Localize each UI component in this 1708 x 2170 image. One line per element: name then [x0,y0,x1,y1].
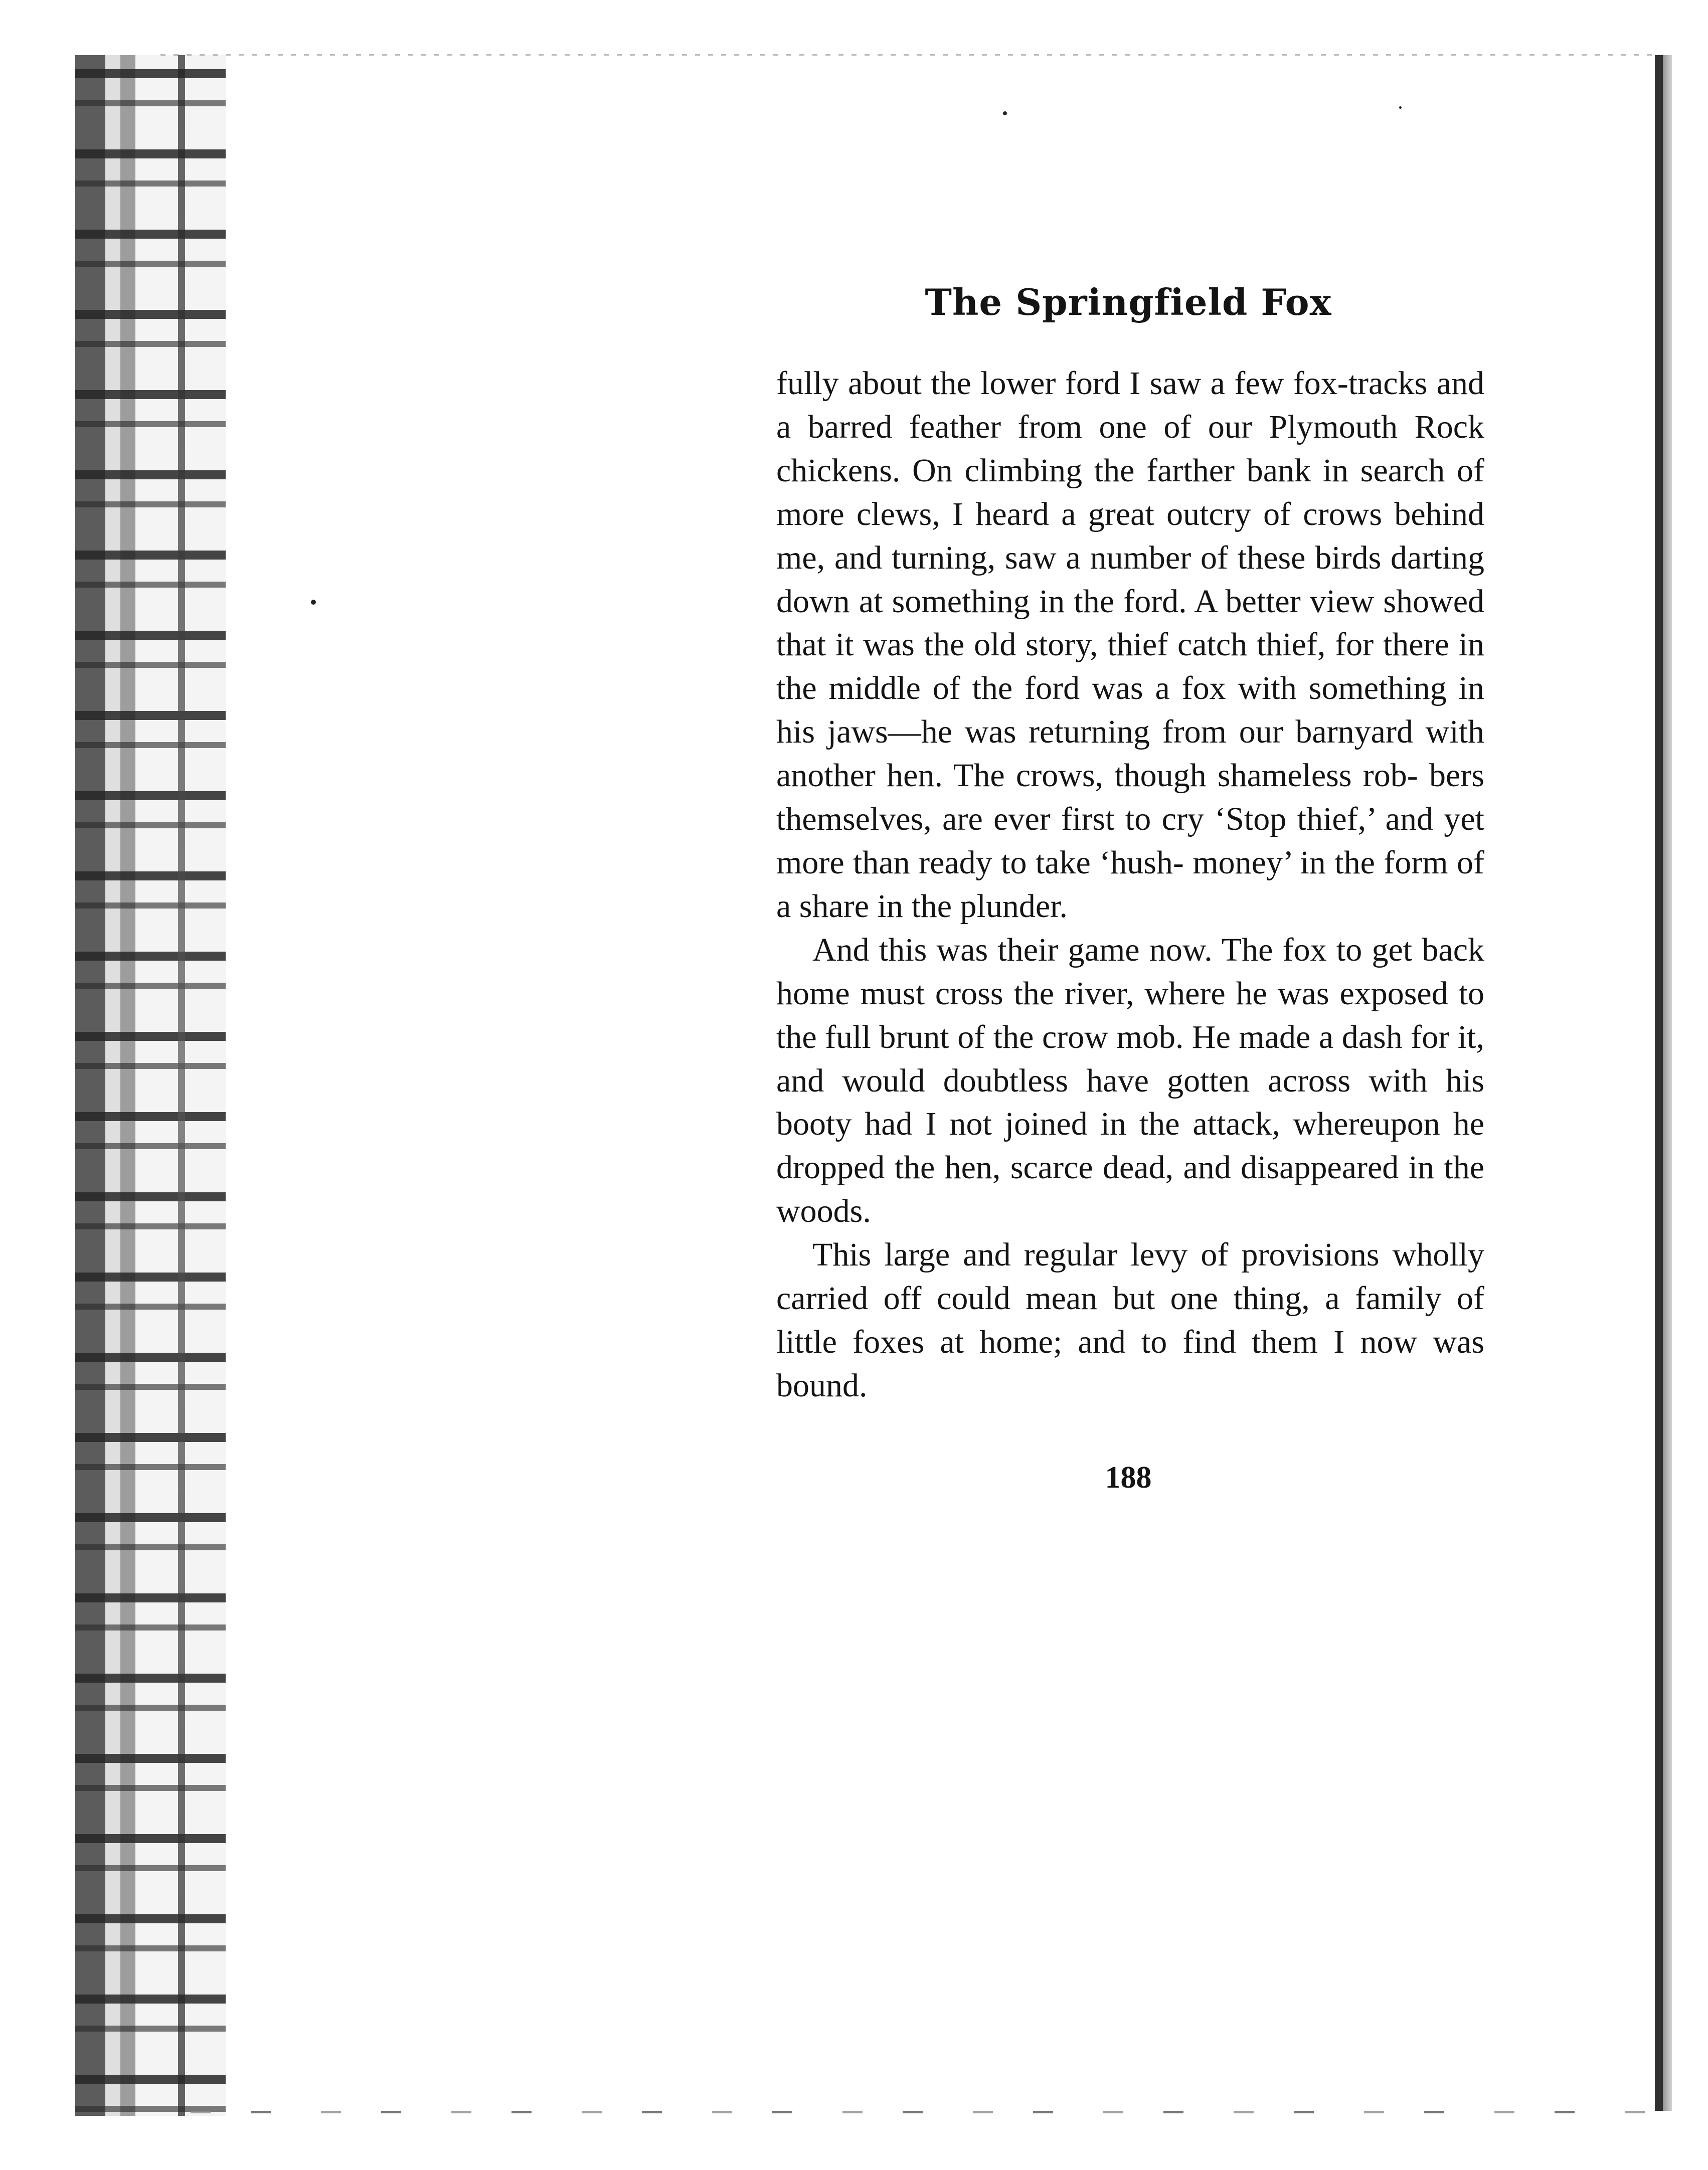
text-line: story, thief catch thief, for there in the middle [776,626,1484,707]
text-line: and a barred feather from one of our Plymouth [776,365,1484,445]
scan-binding-line-left [178,55,185,2116]
text-line: jaws—he was returning from our barnyard with [827,713,1485,751]
text-line: of the ford was a fox with something in his [776,670,1484,751]
text-line: get back home must cross the river, where he [776,931,1484,1012]
text-line: fully about the lower ford I saw a few fox-tracks [776,365,1428,402]
text-line: I now was bound. [776,1323,1484,1404]
text-line: Rock chickens. On climbing the farther bank [776,408,1485,489]
text-line: wholly carried off could mean but one thing, a [776,1236,1485,1317]
page-number: 188 [1105,1461,1152,1495]
text-line: the attack, whereupon he dropped the hen, [776,1106,1484,1186]
text-line: And this was their game now. The fox to [812,931,1362,968]
text-line: of crows behind me, and turning, saw a number [776,495,1485,576]
text-line: was exposed to the full brunt of the crow mob. [776,975,1484,1055]
scan-top-edge [160,54,1655,56]
text-line: family of little foxes at home; and to find them [776,1280,1485,1360]
text-line: scarce dead, and disappeared in the woods. [776,1149,1485,1230]
text-line: This large and regular levy of provisions [812,1236,1380,1274]
text-line: money’ in the form of a share in the plunder. [776,844,1484,925]
scan-speck [1003,111,1007,115]
text-line: bers themselves, are ever first to cry ‘Stop [776,757,1485,838]
text-line: of these birds darting down at something in the [776,539,1485,620]
body-text [776,362,1484,1408]
text-line: gotten across with his booty had I not joined in [776,1062,1485,1143]
scan-speck [1399,106,1402,109]
text-line: ford. A better view showed that it was the old [776,583,1484,663]
paragraph-1 [776,362,1484,929]
text-line: He made a dash for it, and would doubtless have [776,1018,1484,1099]
paragraph-3 [776,1233,1484,1408]
text-line: another hen. The crows, though shameless rob- [776,757,1418,794]
scan-speck [311,600,316,605]
scan-binding-shadow-left [75,55,226,2116]
text-line: in search of more clews, I heard a great outcry [776,452,1484,532]
scan-bottom-edge [191,2111,1655,2113]
text-line: thief,’ and yet more than ready to take ‘hush- [776,801,1485,881]
scan-page-edge-right [1655,55,1672,2111]
running-head: The Springfield Fox [925,281,1332,323]
paragraph-2 [776,929,1484,1233]
